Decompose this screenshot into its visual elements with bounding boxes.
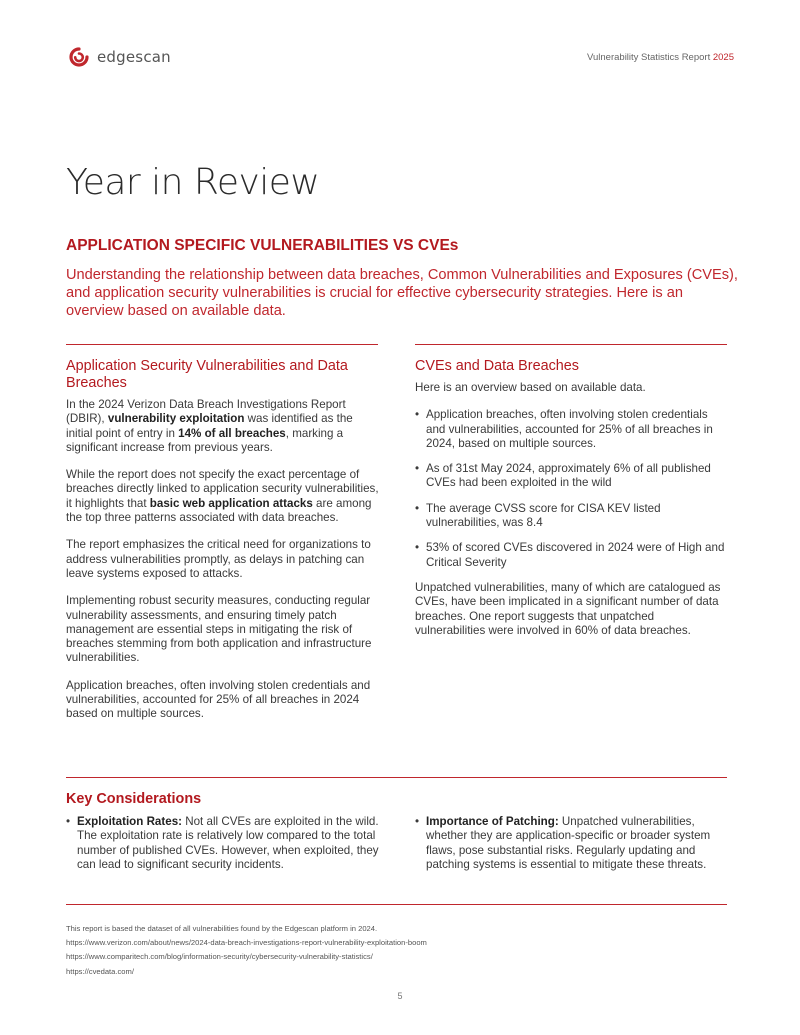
divider-footnotes (66, 904, 727, 905)
list-item-text: 53% of scored CVEs discovered in 2024 were of High and Critical Severity (426, 541, 725, 569)
emphasis: basic web application attacks (149, 496, 313, 510)
item-label: Importance of Patching: (426, 815, 559, 828)
list-item-text: As of 31st May 2024, approximately 6% of all published CVEs had been exploited in the wild (426, 462, 711, 490)
logo-text: edgescan (97, 48, 171, 66)
report-label (587, 52, 734, 63)
item-text: Not all CVEs are exploited in the wild. The exploitation rate is relatively low compared to the total number of published CVEs. However, when exploited, they can lead to significant security incidents. (77, 815, 379, 871)
divider-left (66, 344, 378, 345)
section-heading: APPLICATION SPECIFIC VULNERABILITIES VS CVEs (66, 237, 459, 254)
item-label: Exploitation Rates: (77, 815, 183, 828)
left-paragraph-3: The report emphasizes the critical need for organizations to address vulnerabilities promptly, as delays in patching can leave systems exposed to attacks. (66, 538, 371, 580)
left-column (66, 358, 382, 735)
list-item (415, 815, 727, 872)
key-consideration-patching (415, 815, 727, 872)
left-paragraph-5: Application breaches, often involving stolen credentials and vulnerabilities, accounted for 25% of all breaches in 2024 based on multiple sources. (66, 678, 371, 721)
list-item (66, 815, 382, 872)
key-consideration-exploitation (66, 815, 382, 872)
list-item (415, 462, 727, 491)
report-label-text: Vulnerability Statistics Report (587, 52, 711, 63)
bullet-icon: • (415, 408, 420, 422)
text-span: While the report does not specify the exact percentage of breaches directly linked to application security vulnerabilities, it highlights that (66, 468, 379, 510)
text-span: In the 2024 Verizon Data Breach Investigations Report (DBIR), (66, 398, 346, 426)
emphasis: vulnerability exploitation (107, 412, 245, 426)
list-item (415, 541, 727, 570)
stats-bullet-list (415, 408, 727, 570)
logo (66, 46, 171, 68)
page-header (66, 46, 734, 70)
left-paragraph-4: Implementing robust security measures, conducting regular vulnerability assessments, and ensuring timely patch management are essential steps in mitigating the risk of breaches stemming from both application and infrastructure vulnerabilities. (66, 594, 372, 665)
left-paragraph-1 (66, 398, 382, 455)
right-outro: Unpatched vulnerabilities, many of which are catalogued as CVEs, have been implicated in a significant number of data breaches. One report suggests that unpatched vulnerabilities were involved in 60% of data breaches. (415, 580, 721, 637)
list-item-text: Application breaches, often involving stolen credentials and vulnerabilities, accounted for 25% of all breaches in 2024, based on multiple sources. (426, 408, 713, 450)
footnote-link[interactable]: https://www.verizon.com/about/news/2024-data-breach-investigations-report-vulnerability-exploitation-boom (66, 938, 427, 948)
emphasis: 14% of all breaches (178, 426, 286, 440)
footnote-link[interactable]: https://www.comparitech.com/blog/information-security/cybersecurity-vulnerability-statistics/ (66, 952, 373, 962)
list-item-text: The average CVSS score for CISA KEV listed vulnerabilities, was 8.4 (426, 501, 661, 530)
report-year: 2025 (712, 52, 734, 63)
divider-right (415, 344, 727, 345)
left-paragraph-2 (66, 468, 382, 525)
text-span: , marking a significant increase from previous years. (66, 426, 344, 454)
footnote-link[interactable]: https://cvedata.com/ (66, 966, 134, 976)
left-column-title: Application Security Vulnerabilities and Data Breaches (66, 358, 348, 391)
footnote-dataset: This report is based the dataset of all vulnerabilities found by the Edgescan platform in 2024. (66, 924, 378, 933)
divider-key-considerations (66, 777, 727, 778)
section-intro: Understanding the relationship between data breaches, Common Vulnerabilities and Exposures (CVEs), and application security vulnerabilities is crucial for effective cybersecurity strategies. Here is an overview based on available data. (66, 267, 738, 319)
page-title: Year in Review (66, 162, 320, 203)
list-item (415, 502, 727, 531)
bullet-icon: • (66, 815, 71, 828)
right-column (415, 358, 727, 651)
bullet-icon: • (415, 462, 420, 476)
footnotes (66, 922, 427, 979)
key-considerations-title: Key Considerations (66, 791, 202, 807)
edgescan-swirl-icon (66, 46, 92, 68)
right-intro: Here is an overview based on available data. (415, 381, 646, 394)
text-span: was identified as the initial point of entry in (66, 412, 353, 440)
bullet-icon: • (415, 541, 420, 555)
text-span: are among the top three patterns associated with data breaches. (66, 496, 372, 525)
bullet-icon: • (415, 501, 420, 515)
list-item (415, 408, 727, 451)
right-column-title: CVEs and Data Breaches (415, 358, 579, 374)
page-number: 5 (397, 991, 403, 1001)
item-text: Unpatched vulnerabilities, whether they are application-specific or broader system flaws, pose substantial risks. Regularly updating and patching systems is essential to mitigate these threats. (426, 815, 711, 871)
bullet-icon: • (415, 815, 420, 828)
